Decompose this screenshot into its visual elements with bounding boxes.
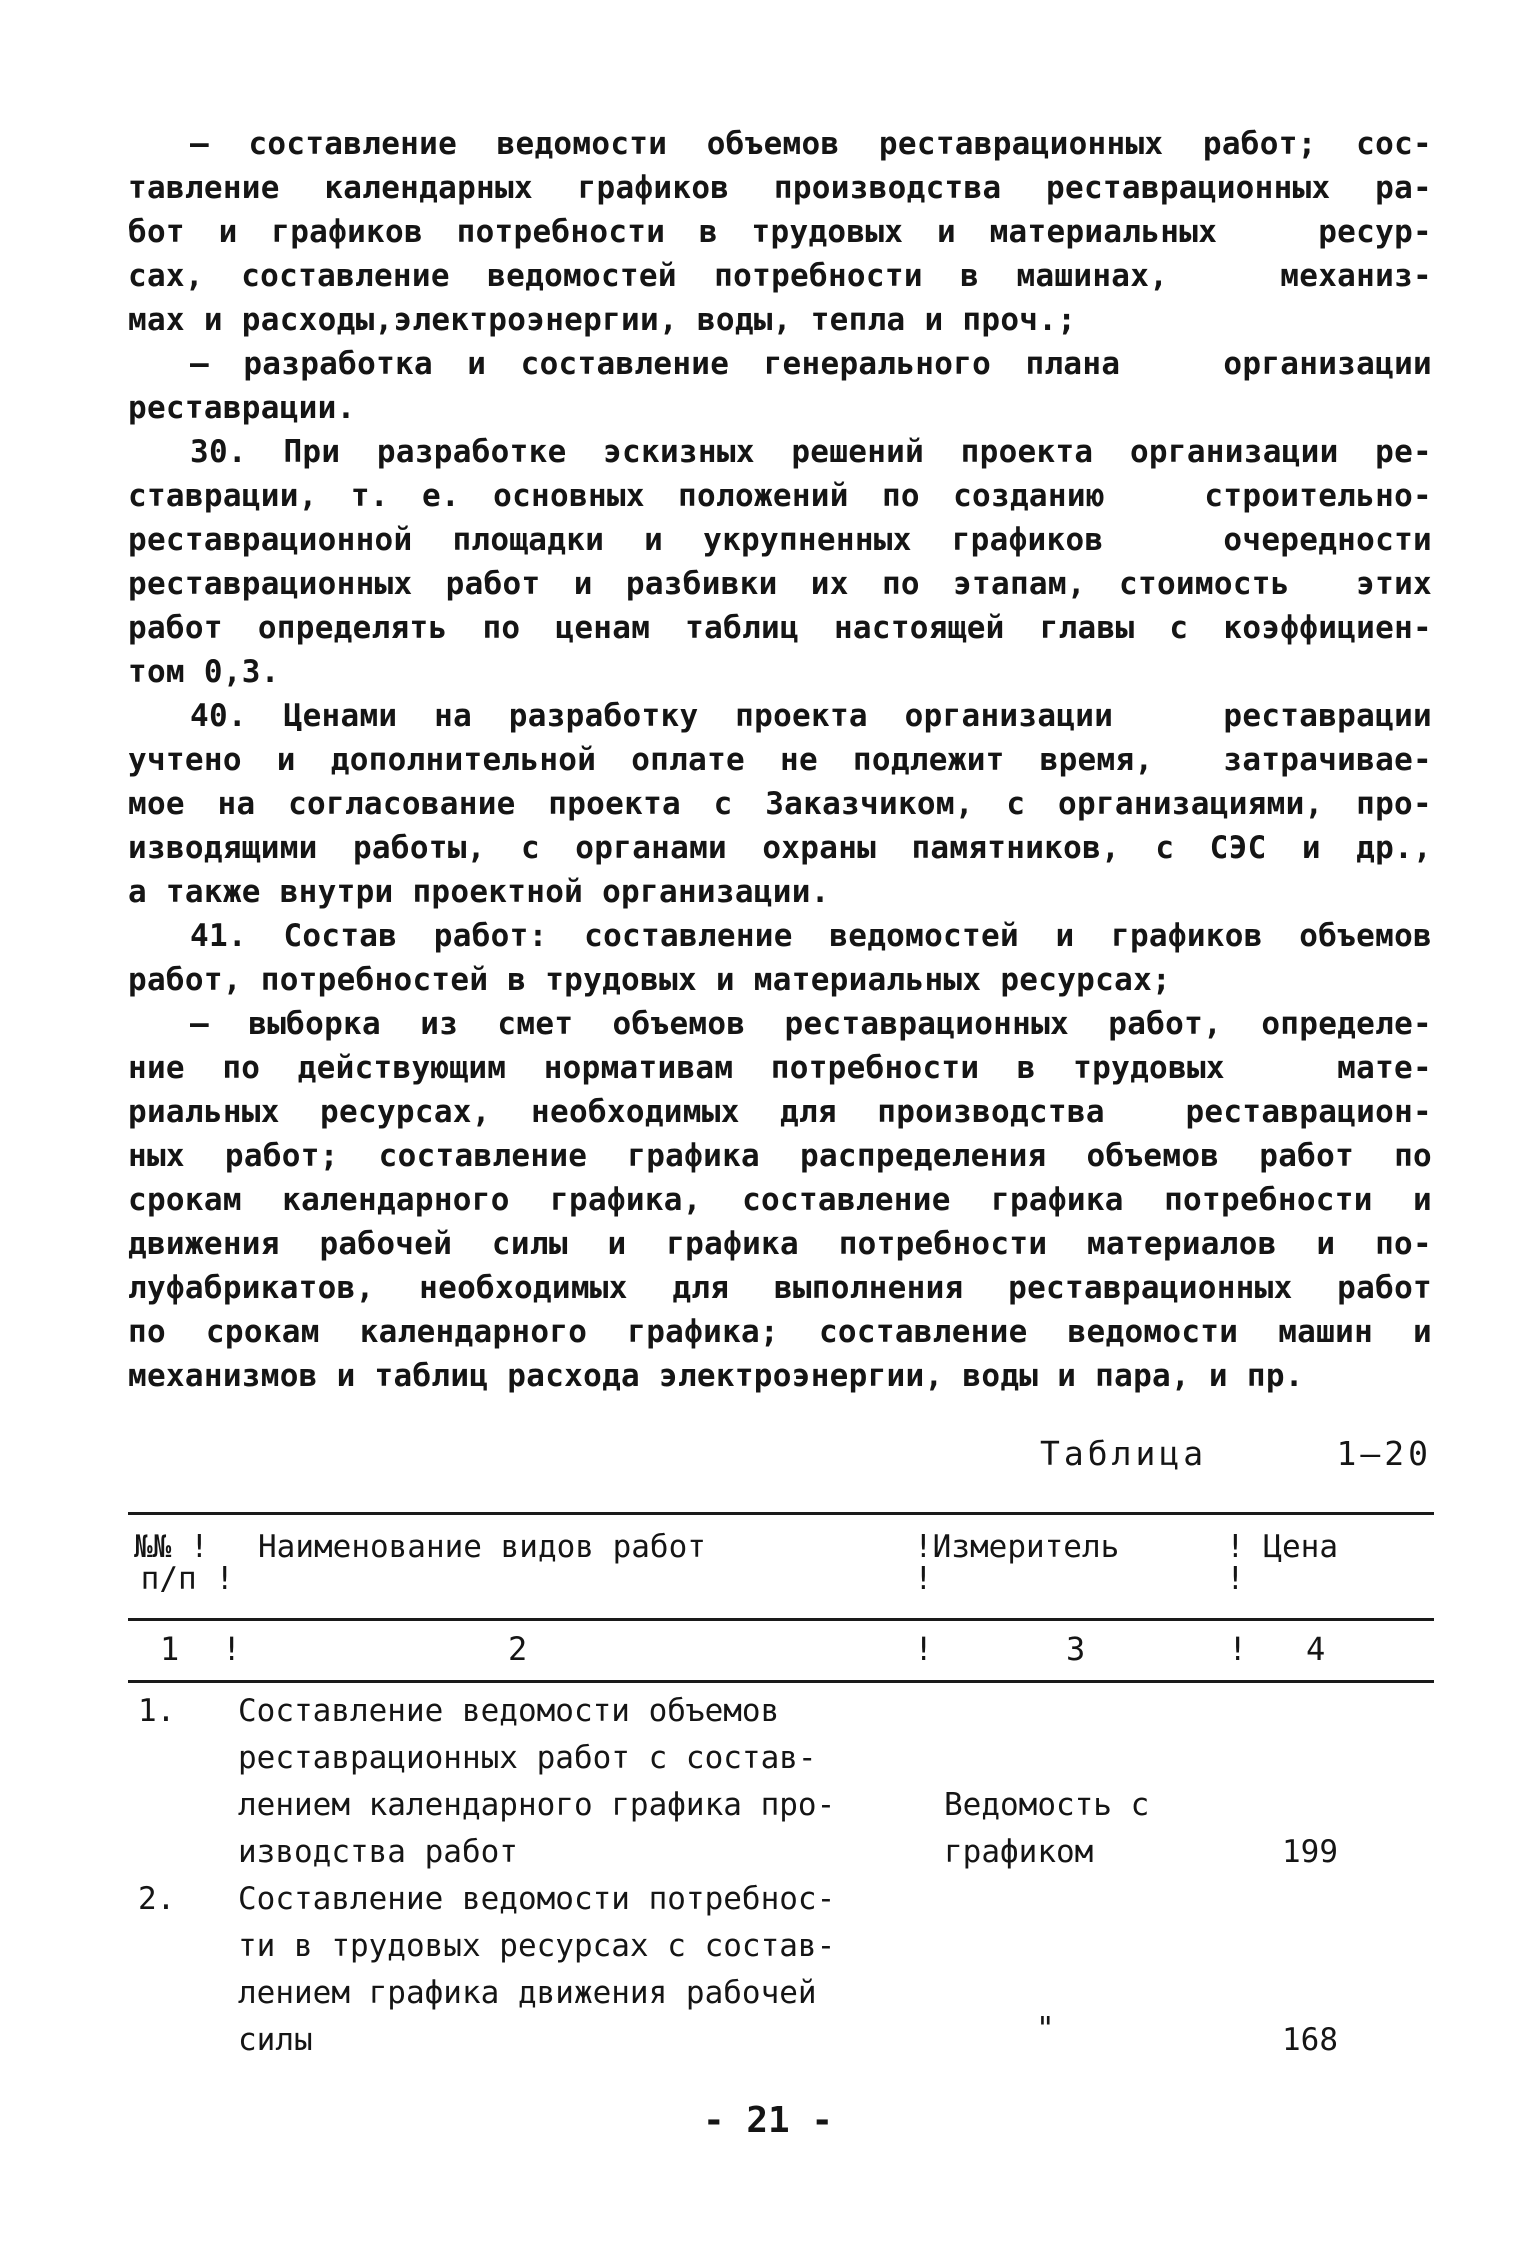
header-col-price-line2: ! [1226,1561,1245,1597]
table-caption [1040,1434,1432,1473]
body-line: бот и графиков потребности в трудовых и материальных ресур- [128,214,1432,250]
body-line: ставрации, т. е. основных положений по созданию строительно- [128,478,1432,514]
body-line: изводящими работы, с органами охраны памятников, с СЭС и др., [128,830,1432,866]
table-header-rule [128,1618,1434,1621]
row-name-line: Составление ведомости объемов [238,1693,780,1729]
body-line: луфабрикатов, необходимых для выполнения реставрационных работ [128,1270,1432,1306]
body-text [128,122,1432,1398]
row-name-line: изводства работ [238,1834,518,1870]
page-number: - 21 - [702,2100,834,2141]
col-number-2: 2 [508,1630,528,1668]
body-line: – выборка из смет объемов реставрационных работ, определе- [190,1006,1432,1042]
body-line: риальных ресурсах, необходимых для производства реставрацион- [128,1094,1432,1130]
header-col-num-line2: п/п ! [122,1561,234,1597]
row-price: 199 [1282,1834,1338,1870]
row-name-line: лением графика движения рабочей [238,1975,817,2011]
body-line: сах, составление ведомостей потребности в машинах, механиз- [128,258,1432,294]
row-unit-line: графиком [944,1834,1094,1870]
body-line: а также внутри проектной организации. [128,874,830,910]
header-col-name: Наименование видов работ [258,1529,706,1565]
body-line: реставрационной площадки и укрупненных графиков очередности [128,522,1432,558]
row-number: 1. [138,1693,176,1729]
row-name-line: лением календарного графика про- [238,1787,836,1823]
body-line: по срокам календарного графика; составление ведомости машин и [128,1314,1432,1350]
col-number-4: 4 [1306,1630,1326,1668]
body-line: тавление календарных графиков производства реставрационных ра- [128,170,1432,206]
table-caption-number: 1–20 [1336,1434,1432,1473]
body-line: работ определять по ценам таблиц настоящей главы с коэффициен- [128,610,1432,646]
col-number-1: 1 [160,1630,180,1668]
row-unit-ditto: " [1036,2011,1055,2047]
header-col-unit-line2: ! [914,1561,933,1597]
header-col-num-line1: №№ ! [134,1529,209,1565]
body-line: реставрации. [128,390,356,426]
col-separator: ! [914,1630,934,1668]
col-number-3: 3 [1066,1630,1086,1668]
row-name-line: силы [238,2022,313,2058]
row-name-line: ти в трудовых ресурсах с состав- [238,1928,836,1964]
row-price: 168 [1282,2022,1338,2058]
body-line: механизмов и таблиц расхода электроэнергии, воды и пара, и пр. [128,1358,1304,1394]
row-name-line: Составление ведомости потребнос- [238,1881,836,1917]
table-caption-word: Таблица [1040,1434,1208,1473]
body-line: движения рабочей силы и графика потребности материалов и по- [128,1226,1432,1262]
header-col-price-line1: ! Цена [1226,1529,1338,1565]
body-line: – разработка и составление генерального плана организации [190,346,1432,382]
body-line: реставрационных работ и разбивки их по этапам, стоимость этих [128,566,1432,602]
body-line: 40. Ценами на разработку проекта организации реставрации [190,698,1432,734]
table-top-rule [128,1512,1434,1515]
col-separator: ! [222,1630,242,1668]
header-col-unit-line1: !Измеритель [914,1529,1120,1565]
body-line: ние по действующим нормативам потребности в трудовых мате- [128,1050,1432,1086]
body-line: срокам календарного графика, составление графика потребности и [128,1182,1432,1218]
table-number-rule [128,1680,1434,1683]
body-line: 41. Состав работ: составление ведомостей и графиков объемов [190,918,1432,954]
body-line: работ, потребностей в трудовых и материальных ресурсах; [128,962,1171,998]
row-number: 2. [138,1881,176,1917]
row-name-line: реставрационных работ с состав- [238,1740,817,1776]
body-line: ных работ; составление графика распределения объемов работ по [128,1138,1432,1174]
col-separator: ! [1228,1630,1248,1668]
body-line: мах и расходы,электроэнергии, воды, тепла и проч.; [128,302,1077,338]
body-line: учтено и дополнительной оплате не подлежит время, затрачивае- [128,742,1432,778]
body-line: – составление ведомости объемов реставрационных работ; сос- [190,126,1432,162]
body-line: том 0,3. [128,654,280,690]
body-line: мое на согласование проекта с Заказчиком, с организациями, про- [128,786,1432,822]
row-unit-line: Ведомость с [944,1787,1150,1823]
body-line: 30. При разработке эскизных решений проекта организации ре- [190,434,1432,470]
